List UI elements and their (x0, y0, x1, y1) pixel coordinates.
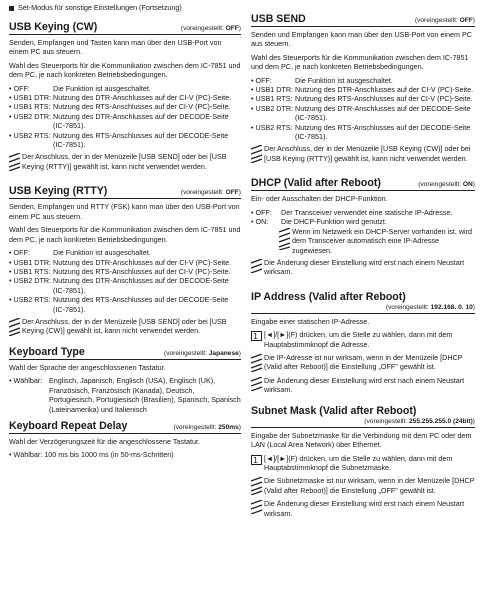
note-icon (251, 500, 262, 518)
section-title: IP Address (Valid after Reboot) (251, 290, 406, 303)
note-text: Die IP-Adresse ist nur wirksam, wenn in der Menüzeile [DHCP (Valid after Reboot)] die Einstellung „OFF" gewählt ist. (264, 352, 463, 372)
option-row: • USB1 RTS: Nutzung des RTS-Anschlusses auf der CI-V (PC)-Seite. (9, 102, 231, 112)
default-value-label: (voreingestellt: OFF) (414, 17, 475, 24)
section-intro: Senden, Empfangen und Tasten kann man über den USB-Port von einem PC aus steuern. (9, 38, 222, 57)
option-row: • USB2 RTS: Nutzung des RTS-Anschlusses auf der DECODE-Seite (IC-7851). (251, 122, 471, 142)
section-subnet-mask (251, 405, 475, 518)
note-text: Die Änderung dieser Einstellung wird erst nach einem Neustart wirksam. (264, 499, 465, 518)
section-heading (9, 185, 241, 199)
note (251, 476, 475, 495)
option-row: • OFF: Der Transceiver verwendet eine statische IP-Adresse. (251, 207, 453, 217)
section-title: Subnet Mask (Valid after Reboot) (251, 404, 417, 417)
section-dhcp (251, 177, 475, 276)
section-usb-send (251, 13, 475, 163)
option-row: • USB2 DTR: Nutzung des DTR-Anschlusses auf der DECODE-Seite (IC-7851). (9, 276, 229, 295)
note (251, 144, 475, 163)
default-value-label: (voreingestellt: Japanese) (164, 349, 241, 357)
note-text: Die Änderung dieser Einstellung wird erst nach einem Neustart wirksam. (264, 375, 465, 395)
option-row: • USB1 RTS: Nutzung des RTS-Anschlusses auf der CI-V (PC)-Seite. (9, 266, 231, 276)
option-list (251, 76, 475, 142)
option-row: • Wählbar: Englisch, Japanisch, Englisch (USA), Englisch (UK), Französisch, Französisch (Kanada), Deutsch, Portugiesisch, Portugiesisch (Brasilien), Spanisch, Spanisch (Lateinamerika) und Italienisch (9, 376, 241, 414)
step-icon (251, 331, 262, 349)
section-heading (9, 21, 241, 35)
default-value-label: (voreingestellt: 255.255.255.0 (24bit)) (364, 417, 475, 425)
section-keyboard-type (9, 346, 241, 414)
note-text: Der Anschluss, der in der Menüzeile [USB SEND] oder bei [USB Keying (RTTY)] gewählt ist, kann nicht verwendet werden. (22, 152, 227, 171)
continuation-text: Set-Modus für sonstige Einstellungen (Fortsetzung) (18, 3, 182, 12)
section-heading (251, 13, 475, 27)
note-icon (251, 377, 262, 395)
step-text: [◄]/[►](F) drücken, um die Stelle zu wählen, dann mit dem Hauptabstimmknopf die Adresse. (264, 330, 453, 349)
step-icon (251, 455, 262, 473)
section-keyboard-repeat-delay (9, 420, 241, 460)
section-intro: Senden und Empfangen kann man über den USB-Port von einem PC aus steuern. (251, 30, 472, 49)
section-usb-keying-rtty (9, 185, 241, 335)
option-row: • OFF: Die Funktion ist ausgeschaltet. (9, 83, 151, 93)
svg-text:1: 1 (253, 455, 259, 465)
section-heading (251, 177, 475, 191)
option-row: • OFF: Die Funktion ist ausgeschaltet. (9, 248, 151, 258)
note (9, 152, 241, 171)
option-row: • USB2 RTS: Nutzung des RTS-Anschlusses auf der DECODE-Seite (IC-7851). (9, 130, 229, 150)
section-title: USB Keying (RTTY) (9, 185, 108, 198)
note (251, 258, 475, 277)
right-column (251, 0, 475, 522)
note-icon (9, 153, 20, 171)
section-title: DHCP (Valid after Reboot) (251, 177, 381, 190)
note (9, 317, 241, 336)
note-icon (279, 228, 290, 255)
note-icon (251, 477, 262, 495)
section-intro: Wahl der Sprache der angeschlossenen Tastatur. (9, 362, 166, 372)
note-icon (9, 318, 20, 336)
default-value-label: (voreingestellt: 250ms) (173, 423, 241, 431)
option-row: • USB2 DTR: Nutzung des DTR-Anschlusses auf der DECODE-Seite (IC-7851). (9, 111, 229, 131)
note-icon (251, 145, 262, 163)
option-list (9, 84, 241, 150)
section-usb-keying-cw (9, 21, 241, 171)
option-row: • USB1 DTR: Nutzung des DTR-Anschlusses auf der CI-V (PC)-Seite. (251, 85, 474, 95)
note (251, 499, 475, 518)
section-intro: Eingabe einer statischen IP-Adresse. (251, 316, 370, 326)
sub-note-text: Wenn im Netzwerk ein DHCP-Server vorhanden ist, wird dem Transceiver automatisch eine IP-Adresse zugewiesen. (292, 226, 473, 255)
section-title: USB SEND (251, 13, 306, 25)
section-heading (251, 291, 475, 314)
step (251, 330, 475, 349)
default-value-label: (voreingestellt: OFF) (180, 189, 241, 197)
option-row: • USB2 DTR: Nutzung des DTR-Anschlusses auf der DECODE-Seite (IC-7851). (251, 103, 471, 123)
square-bullet-icon (9, 6, 14, 11)
option-row: • USB1 RTS: Nutzung des RTS-Anschlusses auf der CI-V (PC)-Seite. (251, 94, 473, 104)
svg-text:1: 1 (253, 332, 259, 342)
left-column (9, 0, 241, 464)
section-heading (251, 405, 475, 428)
section-paragraph: Wahl des Steuerports für die Kommunikation zwischen dem IC-7851 und dem PC, je nach konkreten Betriebsbedingungen. (9, 225, 241, 244)
section-paragraph: Wahl des Steuerports für die Kommunikation zwischen dem IC-7851 und dem PC, je nach konkreten Betriebsbedingungen. (251, 52, 469, 72)
sub-note (279, 227, 475, 255)
option-row: • USB2 RTS: Nutzung des RTS-Anschlusses auf der DECODE-Seite (IC-7851). (9, 295, 229, 314)
option-row: • USB1 DTR: Nutzung des DTR-Anschlusses auf der CI-V (PC)-Seite. (9, 257, 232, 267)
option-row: • USB1 DTR: Nutzung des DTR-Anschlusses auf der CI-V (PC)-Seite. (9, 93, 232, 103)
step (251, 454, 475, 473)
section-intro: Senden, Empfangen und RTTY (FSK) kann man über den USB-Port von einem PC aus steuern. (9, 202, 240, 221)
note-text: Die Subnetzmaske ist nur wirksam, wenn in der Menüzeile [DHCP (Valid after Reboot)] die Einstellung „OFF" gewählt ist. (264, 476, 475, 495)
section-intro: Ein- oder Ausschalten der DHCP-Funktion. (251, 194, 388, 204)
note-text: Der Anschluss, der in der Menüzeile [USB Keying (CW)] oder bei [USB Keying (RTTY)] gewählt ist, kann nicht verwendet werden. (264, 144, 471, 163)
option-list (9, 248, 241, 314)
note-icon (251, 354, 262, 372)
note-text: Die Änderung dieser Einstellung wird erst nach einem Neustart wirksam. (264, 257, 465, 277)
option-row: • OFF: Die Funktion ist ausgeschaltet. (251, 75, 393, 85)
section-paragraph: Wahl des Steuerports für die Kommunikation zwischen dem IC-7851 und dem PC, je nach konkreten Betriebsbedingungen. (9, 60, 241, 80)
default-value-label: (voreingestellt: ON) (418, 181, 475, 189)
default-value-label: (voreingestellt: OFF) (180, 25, 241, 32)
section-intro: Eingabe der Subnetzmaske für die Verbindung mit dem PC oder dem LAN (Local Area Network) über Ethernet. (251, 430, 472, 450)
step-text: [◄]/[►](F) drücken, um die Stelle zu wählen, dann mit dem Hauptabstimmknopf die Subnetzmaske. (264, 453, 453, 472)
option-row: • ON: Die DHCP-Funktion wird genutzt. (251, 217, 387, 227)
section-title: Keyboard Type (9, 345, 85, 358)
section-intro: Wahl der Verzögerungszeit für die angeschlossene Tastatur. (9, 436, 200, 446)
continuation-note (9, 3, 241, 13)
section-title: USB Keying (CW) (9, 21, 98, 33)
section-title: Keyboard Repeat Delay (9, 419, 128, 432)
note-icon (251, 259, 262, 277)
note-text: Der Anschluss, der in der Menüzeile [USB SEND] oder bei [USB Keying (CW)] gewählt ist, kann nicht verwendet werden. (22, 316, 227, 336)
note (251, 376, 475, 395)
default-value-label: (voreingestellt: 192.168. 0. 10) (385, 303, 475, 311)
section-ip-address (251, 291, 475, 395)
section-heading (9, 346, 241, 360)
section-heading (9, 420, 241, 434)
option-row: • Wählbar: 100 ms bis 1000 ms (in 50-ms-Schritten) (9, 450, 174, 460)
note (251, 353, 475, 372)
